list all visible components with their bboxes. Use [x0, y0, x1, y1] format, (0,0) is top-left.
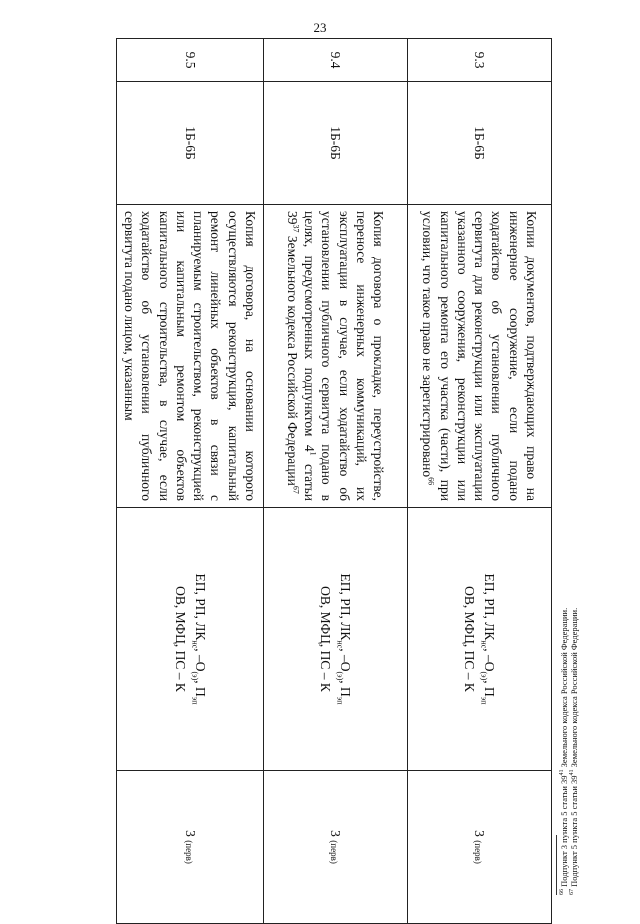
row-submission-methods — [408, 508, 552, 771]
footnote: $^{67}$ Подпункт 5 пункта 5 статьи $39^{41}$ Земельного кодекса Российской Федерации. — [569, 607, 580, 895]
row-number: 9.3 — [408, 39, 552, 82]
footnote-ref: 66 — [426, 477, 436, 486]
row-term: 3 (перв) — [116, 771, 263, 924]
row-description: Копия договора, на основании которого осуществляются реконструкция, капитальный ремонт линейных объектов в связи с планируемым строительством, реконструкцией или капитальным ремонтом объектов капитального строительства, в случае, если ходатайство об установлении публичного сервитута подано лицом, указанным — [116, 205, 263, 508]
table-row — [408, 39, 552, 924]
table-row — [264, 39, 408, 924]
row-description — [408, 205, 552, 508]
row-code: 1Б-6Б — [408, 82, 552, 205]
row-description: Копия договора о прокладке, переустройстве, переносе инженерных коммуникаций, их эксплуатации в случае, если ходатайство об установлении публичного сервитута подано в целях, предусмотренных подпунктом $4^1$ статьи $39^{37}$ Земельного кодекса Российской Федерации$^{67}$ — [264, 205, 408, 508]
row-code: 1Б-6Б — [116, 82, 263, 205]
methods-line-1: ЕП, РП, $ЛК_{нс}$, $-О_{(э)}$, $П_{эп}$ — [335, 573, 354, 705]
row-submission-methods — [116, 508, 263, 771]
footnote: $^{66}$ Подпункт 3 пункта 5 статьи $39^{41}$ Земельного кодекса Российской Федерации. — [559, 607, 569, 895]
methods-line-2: ОВ, МФЦ, ПС – К — [172, 586, 188, 692]
footnotes — [556, 565, 579, 895]
table-row — [116, 39, 263, 924]
page-number: 23 — [313, 20, 327, 35]
row-number: 9.4 — [264, 39, 408, 82]
methods-line-1: ЕП, РП, $ЛК_{нс}$, $-О_{(э)}$, $П_{эп}$ — [479, 573, 498, 705]
documents-table — [116, 38, 552, 924]
methods-line-2: ОВ, МФЦ, ПС – К — [462, 586, 478, 692]
methods-line-1: ЕП, РП, $ЛК_{нс}$, $-О_{(э)}$, $П_{эп}$ — [189, 573, 208, 705]
row-code: 1Б-6Б — [264, 82, 408, 205]
row-submission-methods — [264, 508, 408, 771]
description-text: Копии документов, подтверждающих право на инженерное сооружение, если подано ходатайство об установлении публичного сервитута для реконструкции или эксплуатации указанного сооружения, реконструкции или капитального ремонта его участка (части), при условии, что такое право не зарегистрировано — [420, 211, 539, 501]
row-number: 9.5 — [116, 39, 263, 82]
row-term: 3 (перв) — [408, 771, 552, 924]
methods-line-2: ОВ, МФЦ, ПС – К — [318, 586, 334, 692]
footnote-divider — [556, 835, 557, 895]
row-term: 3 (перв) — [264, 771, 408, 924]
document-sheet — [62, 38, 552, 864]
